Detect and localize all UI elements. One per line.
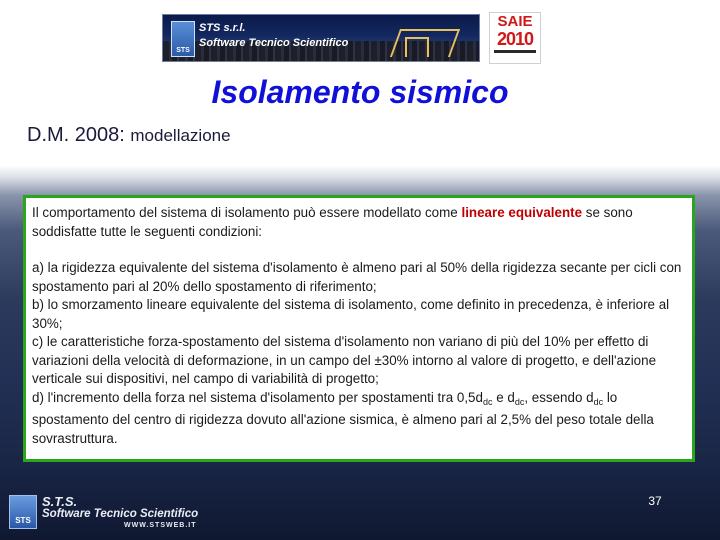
- slide-title: Isolamento sismico: [211, 74, 509, 110]
- sts-logo-icon: [171, 21, 195, 57]
- slide-subtitle: [27, 124, 231, 147]
- footer-logo-text: STS: [15, 516, 31, 525]
- subtitle-main: D.M. 2008:: [27, 124, 125, 146]
- footer-logo: [6, 492, 221, 532]
- saie-logo: [489, 12, 541, 64]
- saie-logo-year: 2010: [496, 29, 534, 49]
- subscript: dc: [593, 396, 604, 407]
- condition-d: [32, 389, 686, 449]
- page-number: 37: [648, 494, 662, 508]
- subtitle-topic: modellazione: [130, 126, 231, 145]
- banner-company-name: STS s.r.l.: [199, 22, 246, 34]
- condition-d-text: , essendo d: [524, 389, 594, 405]
- subscript: dc: [514, 396, 525, 407]
- subscript: dc: [482, 396, 493, 407]
- footer-company-tagline: Software Tecnico Scientifico: [42, 508, 199, 520]
- intro-text-end: se sono soddisfatte tutte le seguenti condizioni:: [32, 205, 633, 239]
- condition-c: c) le caratteristiche forza-spostamento del sistema d'isolamento non variano di più del 10% per effetto di variazioni della velocità di deformazione, in un campo del ±30% intorno al valore di progetto, e dell'azione verticale sui dispositivi, nel campo di variabilità di progetto;: [32, 334, 657, 386]
- saie-logo-text: SAIE: [497, 13, 533, 30]
- condition-d-text: lo spostamento del centro di rigidezza dovuto all'azione sismica, è almeno pari al 2,5% del peso totale della sovrastruttura.: [32, 389, 654, 446]
- condition-b: b) lo smorzamento lineare equivalente del sistema di isolamento, come definito in precedenza, è inferiore al 30%;: [32, 297, 670, 331]
- condition-d-text: e d: [492, 389, 515, 405]
- intro-highlight: lineare equivalente: [461, 205, 583, 220]
- condition-a: a) la rigidezza equivalente del sistema d'isolamento è almeno pari al 50% della rigidezza secante per cicli con spostamento pari al 20% dello spostamento di riferimento;: [32, 260, 682, 294]
- intro-text: Il comportamento del sistema di isolamento può essere modellato come: [32, 205, 458, 220]
- footer-website: WWW.STSWEB.IT: [124, 522, 197, 529]
- banner-company-tagline: Software Tecnico Scientifico: [199, 37, 349, 49]
- conditions-box: [23, 195, 695, 462]
- sts-logo-icon: [9, 495, 37, 529]
- building-outline-icon: [405, 37, 429, 57]
- banner-logo-text: STS: [176, 47, 190, 54]
- header-banner: [162, 14, 480, 62]
- condition-d-text: d) l'incremento della forza nel sistema d'isolamento per spostamenti tra 0,5d: [32, 389, 483, 405]
- intro-paragraph: [32, 204, 686, 241]
- footer-company-name: S.T.S.: [42, 494, 78, 509]
- saie-logo-strip: [494, 50, 536, 53]
